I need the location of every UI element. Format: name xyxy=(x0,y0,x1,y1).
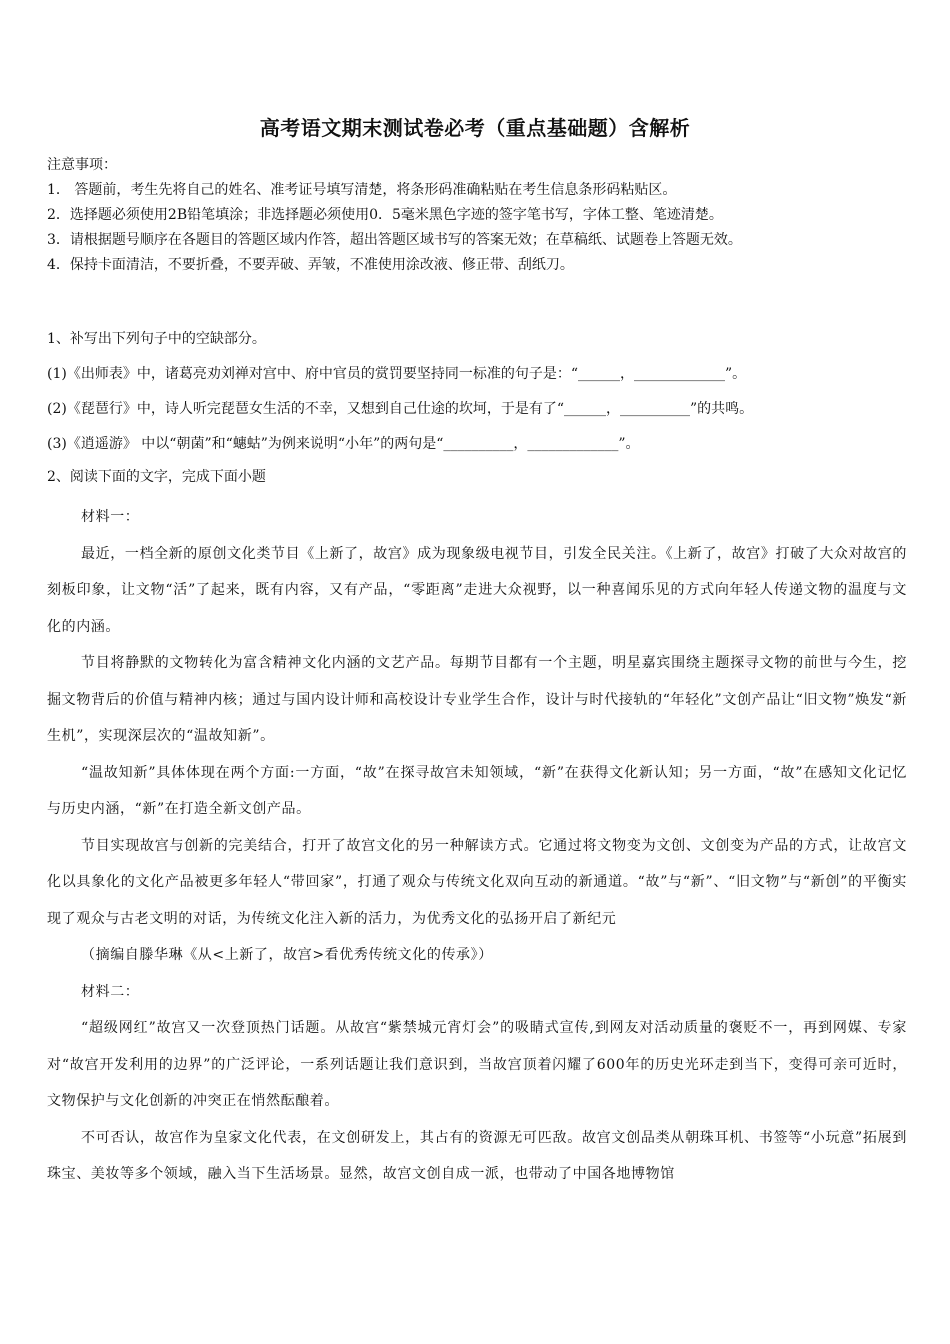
material-1-paragraph: “温故知新”具体体现在两个方面:一方面，“故”在探寻故宫未知领域，“新”在获得文化新认知；另一方面，“故”在感知文化记忆与历史内涵，“新”在打造全新文创产品。 xyxy=(47,764,907,817)
notice-item: 3．请根据题号顺序在各题目的答题区域内作答，超出答题区域书写的答案无效；在草稿纸、试题卷上答题无效。 xyxy=(47,232,742,248)
question-2-stem: 2、阅读下面的文字，完成下面小题 xyxy=(47,469,266,485)
question-1 xyxy=(47,325,917,465)
notice-item: 1． 答题前，考生先将自己的姓名、准考证号填写清楚，将条形码准确粘贴在考生信息条形码粘贴区。 xyxy=(47,182,677,198)
notice-item: 2．选择题必须使用2B铅笔填涂；非选择题必须使用0．5毫米黑色字迹的签字笔书写，字体工整、笔迹清楚。 xyxy=(47,207,723,223)
question-1-item: (1)《出师表》中，诸葛亮劝刘禅对宫中、府中官员的赏罚要坚持同一标准的句子是：“______，_____________”。 xyxy=(47,366,747,382)
material-1-paragraph: 节目实现故宫与创新的完美结合，打开了故宫文化的另一种解读方式。它通过将文物变为文创、文创变为产品的方式，让故宫文化以具象化的文化产品被更多年轻人“带回家”，打通了观众与传统文化双向互动的新通道。“故”与“新”、“旧文物”与“新创”的平衡实现了观众与古老文明的对话，为传统文化注入新的活力，为优秀文化的弘扬开启了新纪元 xyxy=(47,837,907,927)
question-1-item: (3)《逍遥游》 中以“朝菌”和“蟪蛄”为例来说明“小年”的两句是“__________，_____________”。 xyxy=(47,436,640,452)
question-1-stem: 1、补写出下列句子中的空缺部分。 xyxy=(47,331,266,347)
notice-heading: 注意事项： xyxy=(47,157,117,173)
material-2-label: 材料二： xyxy=(81,983,140,1000)
material-2-paragraph: “超级网红”故宫又一次登顶热门话题。从故宫“紫禁城元宵灯会”的吸睛式宣传,到网友对活动质量的褒贬不一，再到网媒、专家对“故宫开发利用的边界”的广泛评论，一系列话题让我们意识到，当故宫顶着闪耀了600年的历史光环走到当下，变得可亲可近时，文物保护与文化创新的冲突正在悄然酝酿着。 xyxy=(47,1020,907,1109)
material-1-label: 材料一： xyxy=(81,509,140,525)
question-2 xyxy=(47,463,907,1193)
material-1-paragraph: 最近，一档全新的原创文化类节目《上新了，故宫》成为现象级电视节目，引发全民关注。《上新了，故宫》打破了大众对故宫的刻板印象，让文物“活”了起来，既有内容，又有产品，“零距离”走进大众视野，以一种喜闻乐见的方式向年轻人传递文物的温度与文化的内涵。 xyxy=(47,545,907,635)
question-1-item: (2)《琵琶行》中，诗人听完琵琶女生活的不幸，又想到自己仕途的坎坷，于是有了“______，__________”的共鸣。 xyxy=(47,401,754,417)
document-title: 高考语文期末测试卷必考（重点基础题）含解析 xyxy=(259,116,691,140)
material-2-paragraph: 不可否认，故宫作为皇家文化代表，在文创研发上，其占有的资源无可匹敌。故宫文创品类从朝珠耳机、书签等“小玩意”拓展到珠宝、美妆等多个领域，融入当下生活场景。显然，故宫文创自成一派，也带动了中国各地博物馆 xyxy=(47,1129,907,1182)
material-1-paragraph: 节目将静默的文物转化为富含精神文化内涵的文艺产品。每期节目都有一个主题，明星嘉宾围绕主题探寻文物的前世与今生，挖掘文物背后的价值与精神内核；通过与国内设计师和高校设计专业学生合作，设计与时代接轨的“年轻化”文创产品让“旧文物”焕发“新生机”，实现深层次的“温故知新”。 xyxy=(47,655,907,744)
notice-section xyxy=(47,153,907,278)
material-1-source: （摘编自滕华琳《从<上新了，故宫>看优秀传统文化的传承》） xyxy=(81,947,493,963)
notice-item: 4．保持卡面清洁，不要折叠，不要弄破、弄皱，不准使用涂改液、修正带、刮纸刀。 xyxy=(47,257,574,273)
